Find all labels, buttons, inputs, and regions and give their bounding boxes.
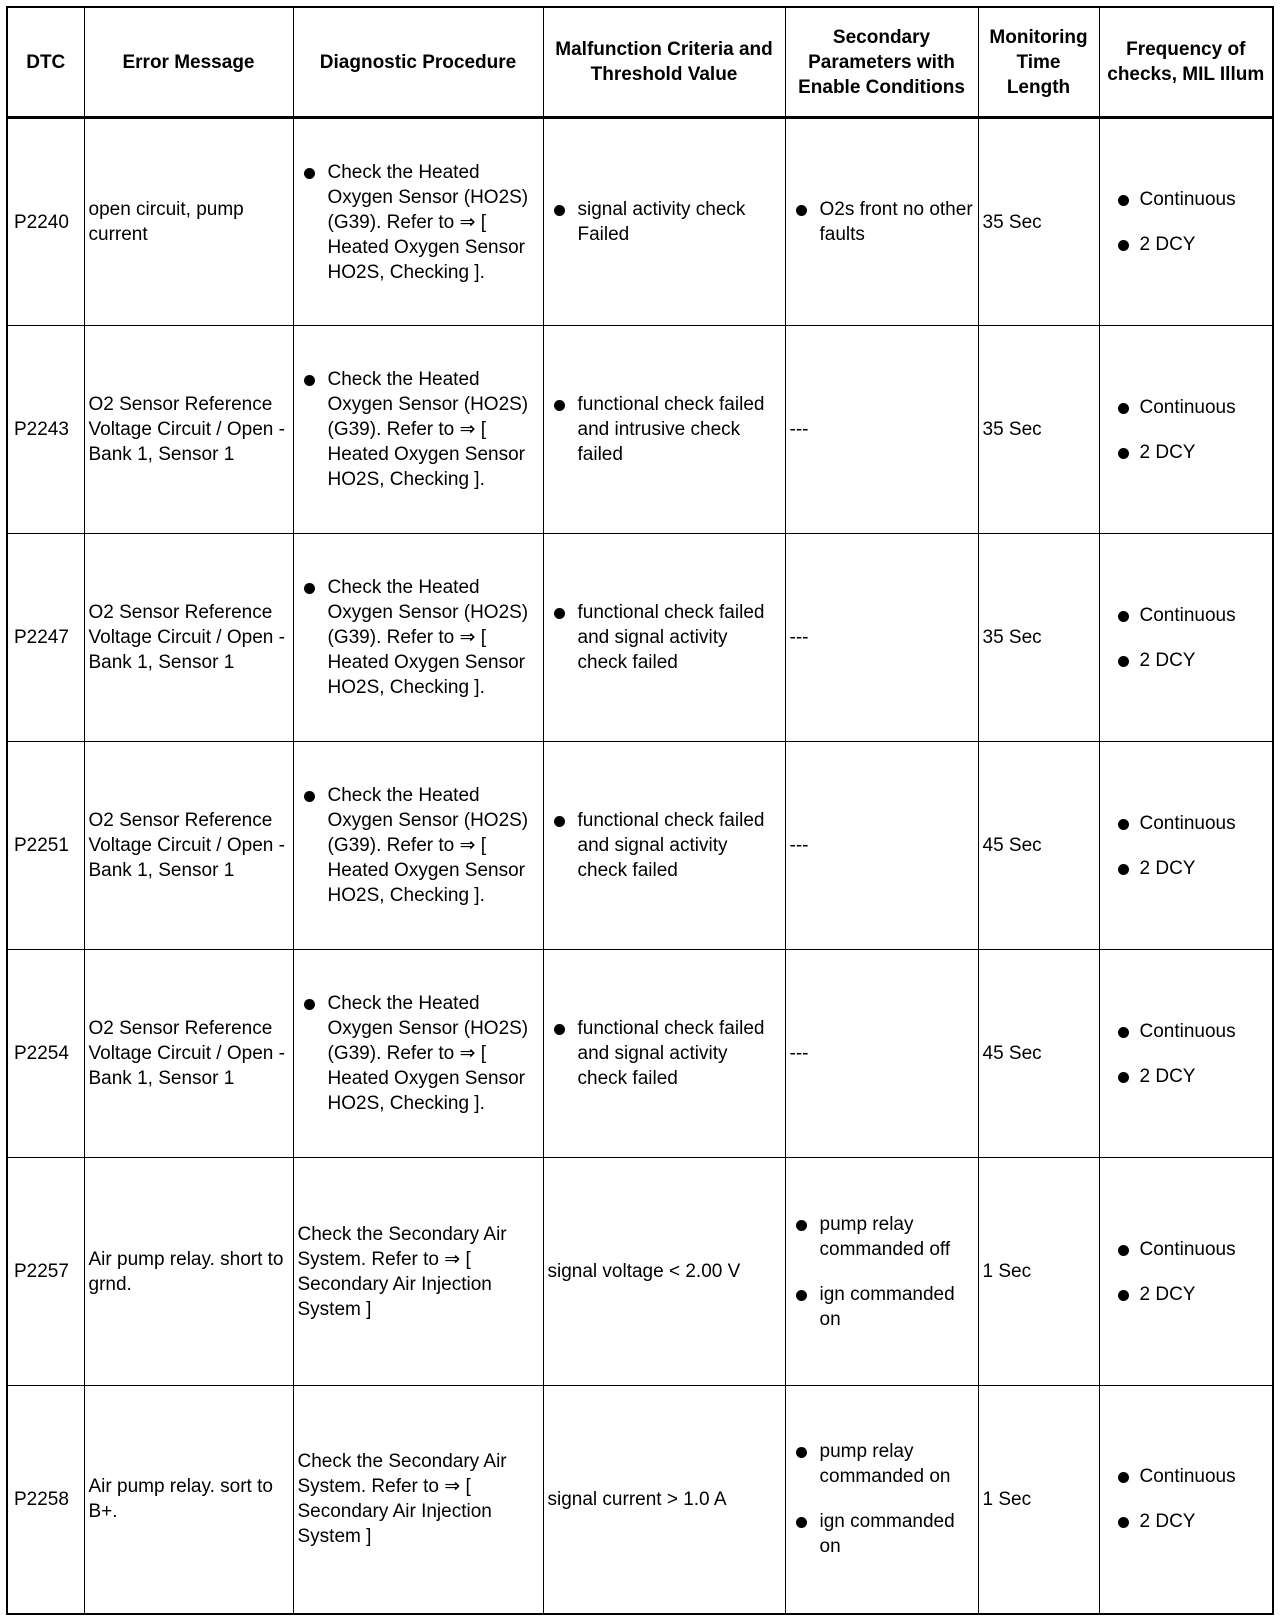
- criteria-item: signal activity check Failed: [548, 197, 781, 247]
- frequency: [1099, 118, 1273, 326]
- secondary-item: ign commanded on: [790, 1509, 974, 1559]
- frequency: [1099, 1386, 1273, 1614]
- monitoring-time: 35 Sec: [978, 534, 1099, 742]
- diagnostic-procedure: [293, 742, 543, 950]
- dtc-code: P2243: [7, 326, 84, 534]
- table-row: [7, 326, 1273, 534]
- frequency: [1099, 534, 1273, 742]
- diagnostic-procedure: [293, 950, 543, 1158]
- malfunction-criteria: [543, 118, 785, 326]
- frequency-item: Continuous: [1104, 811, 1269, 836]
- monitoring-time: 45 Sec: [978, 742, 1099, 950]
- secondary-item: pump relay commanded off: [790, 1212, 974, 1262]
- monitoring-time: 1 Sec: [978, 1386, 1099, 1614]
- secondary-parameters: ---: [785, 326, 978, 534]
- error-message: Air pump relay. sort to B+.: [84, 1386, 293, 1614]
- secondary-parameters: ---: [785, 950, 978, 1158]
- frequency-item: 2 DCY: [1104, 232, 1269, 257]
- header-row: [7, 7, 1273, 118]
- frequency-item: Continuous: [1104, 187, 1269, 212]
- diagnostic-procedure: Check the Secondary Air System. Refer to ⇒ [ Secondary Air Injection System ]: [293, 1386, 543, 1614]
- dtc-code: P2240: [7, 118, 84, 326]
- table-row: [7, 950, 1273, 1158]
- frequency-item: Continuous: [1104, 1237, 1269, 1262]
- error-message: Air pump relay. short to grnd.: [84, 1158, 293, 1386]
- procedure-item: Check the Heated Oxygen Sensor (HO2S) (G39). Refer to ⇒ [ Heated Oxygen Sensor HO2S, Checking ].: [298, 991, 539, 1116]
- frequency-item: Continuous: [1104, 1464, 1269, 1489]
- table-row: [7, 742, 1273, 950]
- monitoring-time: 35 Sec: [978, 118, 1099, 326]
- error-message: open circuit, pump current: [84, 118, 293, 326]
- criteria-item: functional check failed and signal activity check failed: [548, 808, 781, 883]
- error-message: O2 Sensor Reference Voltage Circuit / Open - Bank 1, Sensor 1: [84, 950, 293, 1158]
- dtc-code: P2254: [7, 950, 84, 1158]
- malfunction-criteria: [543, 950, 785, 1158]
- frequency-item: Continuous: [1104, 395, 1269, 420]
- table-row: [7, 1386, 1273, 1614]
- frequency-item: Continuous: [1104, 603, 1269, 628]
- frequency-item: 2 DCY: [1104, 1509, 1269, 1534]
- header-error-message: Error Message: [84, 7, 293, 118]
- secondary-parameters: ---: [785, 534, 978, 742]
- header-malfunction-criteria: Malfunction Criteria and Threshold Value: [543, 7, 785, 118]
- monitoring-time: 35 Sec: [978, 326, 1099, 534]
- malfunction-criteria: [543, 534, 785, 742]
- error-message: O2 Sensor Reference Voltage Circuit / Open - Bank 1, Sensor 1: [84, 326, 293, 534]
- criteria-item: functional check failed and signal activity check failed: [548, 600, 781, 675]
- secondary-item: ign commanded on: [790, 1282, 974, 1332]
- secondary-item: pump relay commanded on: [790, 1439, 974, 1489]
- dtc-code: P2258: [7, 1386, 84, 1614]
- monitoring-time: 1 Sec: [978, 1158, 1099, 1386]
- procedure-item: Check the Heated Oxygen Sensor (HO2S) (G39). Refer to ⇒ [ Heated Oxygen Sensor HO2S, Checking ].: [298, 783, 539, 908]
- procedure-item: Check the Heated Oxygen Sensor (HO2S) (G39). Refer to ⇒ [ Heated Oxygen Sensor HO2S, Checking ].: [298, 575, 539, 700]
- header-dtc: DTC: [7, 7, 84, 118]
- frequency: [1099, 950, 1273, 1158]
- table-row: [7, 1158, 1273, 1386]
- diagnostic-procedure: [293, 534, 543, 742]
- frequency: [1099, 326, 1273, 534]
- table-row: [7, 118, 1273, 326]
- diagnostic-procedure: Check the Secondary Air System. Refer to ⇒ [ Secondary Air Injection System ]: [293, 1158, 543, 1386]
- header-frequency: Frequency of checks, MIL Illum: [1099, 7, 1273, 118]
- dtc-code: P2247: [7, 534, 84, 742]
- malfunction-criteria: [543, 742, 785, 950]
- monitoring-time: 45 Sec: [978, 950, 1099, 1158]
- dtc-code: P2257: [7, 1158, 84, 1386]
- secondary-item: O2s front no other faults: [790, 197, 974, 247]
- criteria-item: functional check failed and signal activity check failed: [548, 1016, 781, 1091]
- frequency-item: 2 DCY: [1104, 856, 1269, 881]
- diagnostic-procedure: [293, 326, 543, 534]
- table-row: [7, 534, 1273, 742]
- malfunction-criteria: signal voltage < 2.00 V: [543, 1158, 785, 1386]
- frequency: [1099, 1158, 1273, 1386]
- procedure-item: Check the Heated Oxygen Sensor (HO2S) (G39). Refer to ⇒ [ Heated Oxygen Sensor HO2S, Checking ].: [298, 367, 539, 492]
- frequency-item: 2 DCY: [1104, 1064, 1269, 1089]
- malfunction-criteria: signal current > 1.0 A: [543, 1386, 785, 1614]
- frequency-item: 2 DCY: [1104, 648, 1269, 673]
- malfunction-criteria: [543, 326, 785, 534]
- header-diagnostic-procedure: Diagnostic Procedure: [293, 7, 543, 118]
- frequency-item: 2 DCY: [1104, 1282, 1269, 1307]
- criteria-item: functional check failed and intrusive check failed: [548, 392, 781, 467]
- secondary-parameters: ---: [785, 742, 978, 950]
- error-message: O2 Sensor Reference Voltage Circuit / Open - Bank 1, Sensor 1: [84, 534, 293, 742]
- procedure-item: Check the Heated Oxygen Sensor (HO2S) (G39). Refer to ⇒ [ Heated Oxygen Sensor HO2S, Checking ].: [298, 160, 539, 285]
- dtc-code: P2251: [7, 742, 84, 950]
- secondary-parameters: [785, 118, 978, 326]
- frequency-item: Continuous: [1104, 1019, 1269, 1044]
- frequency: [1099, 742, 1273, 950]
- diagnostic-procedure: [293, 118, 543, 326]
- header-monitoring-time: Monitoring Time Length: [978, 7, 1099, 118]
- header-secondary-parameters: Secondary Parameters with Enable Conditions: [785, 7, 978, 118]
- dtc-table: [6, 6, 1274, 1615]
- secondary-parameters: [785, 1158, 978, 1386]
- frequency-item: 2 DCY: [1104, 440, 1269, 465]
- secondary-parameters: [785, 1386, 978, 1614]
- error-message: O2 Sensor Reference Voltage Circuit / Open - Bank 1, Sensor 1: [84, 742, 293, 950]
